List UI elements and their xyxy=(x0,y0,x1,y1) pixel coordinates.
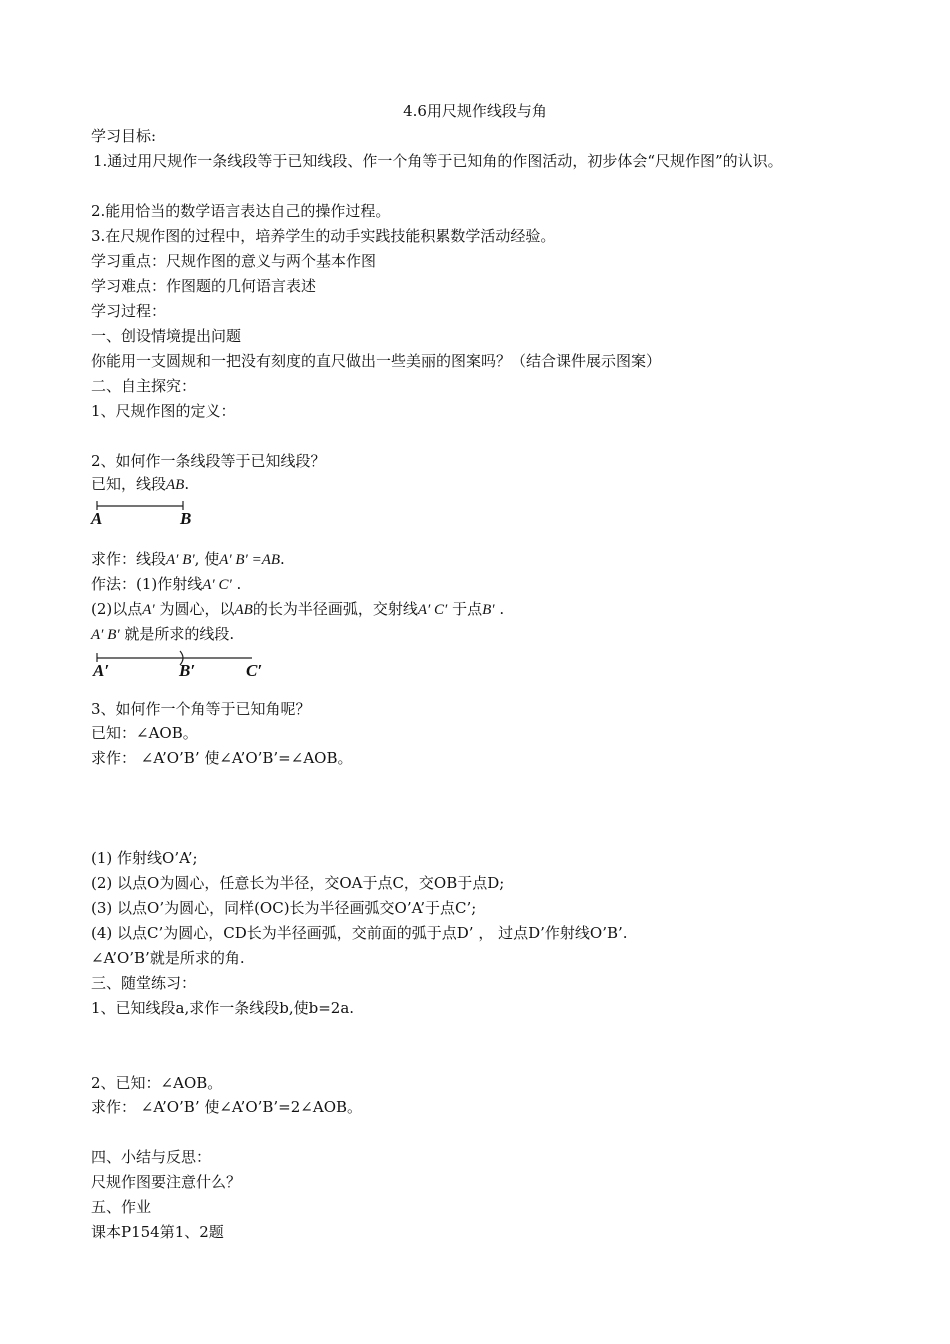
angle-step-1: (1) 作射线O’A’; xyxy=(91,849,198,867)
page-title: 4.6用尺规作线段与角 xyxy=(403,102,547,120)
given-suffix: . xyxy=(184,475,190,493)
section4-question: 尺规作图要注意什么？ xyxy=(91,1173,242,1191)
segment-method-step1 xyxy=(91,574,241,595)
section4-heading: 四、小结与反思： xyxy=(91,1148,212,1166)
find-prefix: 求作：线段 xyxy=(91,550,167,568)
segment-method-step2 xyxy=(91,599,504,620)
angle-given: 已知：∠AOB。 xyxy=(91,724,198,742)
find-mid: , 使 xyxy=(194,550,220,568)
method-var: A′ C′ xyxy=(202,577,232,593)
segment-find xyxy=(91,549,285,570)
given-prefix: 已知，线段 xyxy=(91,475,167,493)
result-var: A′ B′ xyxy=(91,627,120,643)
segment-construction-figure xyxy=(88,647,278,681)
step2-text-b: 为圆心，以 xyxy=(154,600,235,618)
exercise-2-given: 2、已知：∠AOB。 xyxy=(91,1074,223,1092)
step2-text-d: 于点 xyxy=(447,600,483,618)
key-point: 学习重点：尺规作图的意义与两个基本作图 xyxy=(91,252,377,270)
objective-item-1: 1.通过用尺规作一条线段等于已知线段、作一个角等于已知角的作图活动，初步体会“尺规作图”的认识。 xyxy=(93,152,783,170)
section1-question: 你能用一支圆规和一把没有刻度的直尺做出一些美丽的图案吗？（结合课件展示图案） xyxy=(91,352,662,370)
angle-result: ∠A’O’B’就是所求的角. xyxy=(91,949,245,967)
step2-text-c: 的长为半径画弧，交射线 xyxy=(252,600,418,618)
exercise-2-find: 求作： ∠A’O’B’ 使∠A’O’B’=2∠AOB。 xyxy=(91,1098,363,1116)
homework-text: 课本P154第1、2题 xyxy=(91,1223,224,1241)
segment-result xyxy=(91,624,234,645)
segment-ab-figure xyxy=(88,497,218,529)
find-var1: A′ B′ xyxy=(166,552,195,568)
label-c-prime: C′ xyxy=(246,661,263,680)
difficulty: 学习难点：作图题的几何语言表述 xyxy=(91,277,317,295)
angle-step-3: (3) 以点O’为圆心，同样(OC)长为半径画弧交O’A’于点C’; xyxy=(91,899,477,917)
step2-var-4: B′ xyxy=(482,602,495,618)
label-a: A xyxy=(91,509,103,528)
method-suffix: . xyxy=(231,575,242,593)
label-b-prime: B′ xyxy=(179,661,196,680)
section3-heading: 三、随堂练习： xyxy=(91,974,197,992)
angle-step-2: (2) 以点O为圆心，任意长为半径，交OA于点C，交OB于点D; xyxy=(91,874,505,892)
section2-heading: 二、自主探究： xyxy=(91,377,197,395)
label-a-prime: A′ xyxy=(93,661,110,680)
step2-var-3: A′ C′ xyxy=(417,602,448,618)
angle-question: 3、如何作一个角等于已知角呢？ xyxy=(91,700,311,718)
segment-given xyxy=(91,474,189,495)
result-text: 就是所求的线段. xyxy=(119,625,235,643)
objective-item-3: 3.在尺规作图的过程中，培养学生的动手实践技能积累数学活动经验。 xyxy=(91,227,556,245)
step2-text-a: (2)以点 xyxy=(91,600,143,618)
find-suffix: . xyxy=(280,550,285,568)
section1-heading: 一、创设情境提出问题 xyxy=(91,327,242,345)
step2-var-2: AB xyxy=(234,602,253,618)
ruler-definition-question: 1、尺规作图的定义： xyxy=(91,402,236,420)
method-prefix: 作法：(1)作射线 xyxy=(91,575,203,593)
angle-step-4: (4) 以点C’为圆心，CD长为半径画弧，交前面的弧于点D’ ， 过点D’作射线O’B’. xyxy=(91,924,628,942)
step2-var-1: A′ xyxy=(142,602,155,618)
process-heading: 学习过程： xyxy=(91,302,167,320)
objectives-heading: 学习目标: xyxy=(91,127,157,145)
find-var2: A′ B′ =AB xyxy=(219,552,281,568)
label-b: B xyxy=(180,509,192,528)
section5-heading: 五、作业 xyxy=(91,1198,152,1216)
step2-text-e: . xyxy=(494,600,505,618)
given-var: AB xyxy=(166,477,185,493)
objective-item-2: 2.能用恰当的数学语言表达自己的操作过程。 xyxy=(91,202,391,220)
angle-find: 求作： ∠A’O’B’ 使∠A’O’B’=∠AOB。 xyxy=(91,749,353,767)
segment-question: 2、如何作一条线段等于已知线段？ xyxy=(91,452,326,470)
exercise-1: 1、已知线段a,求作一条线段b,使b=2a. xyxy=(91,999,355,1017)
